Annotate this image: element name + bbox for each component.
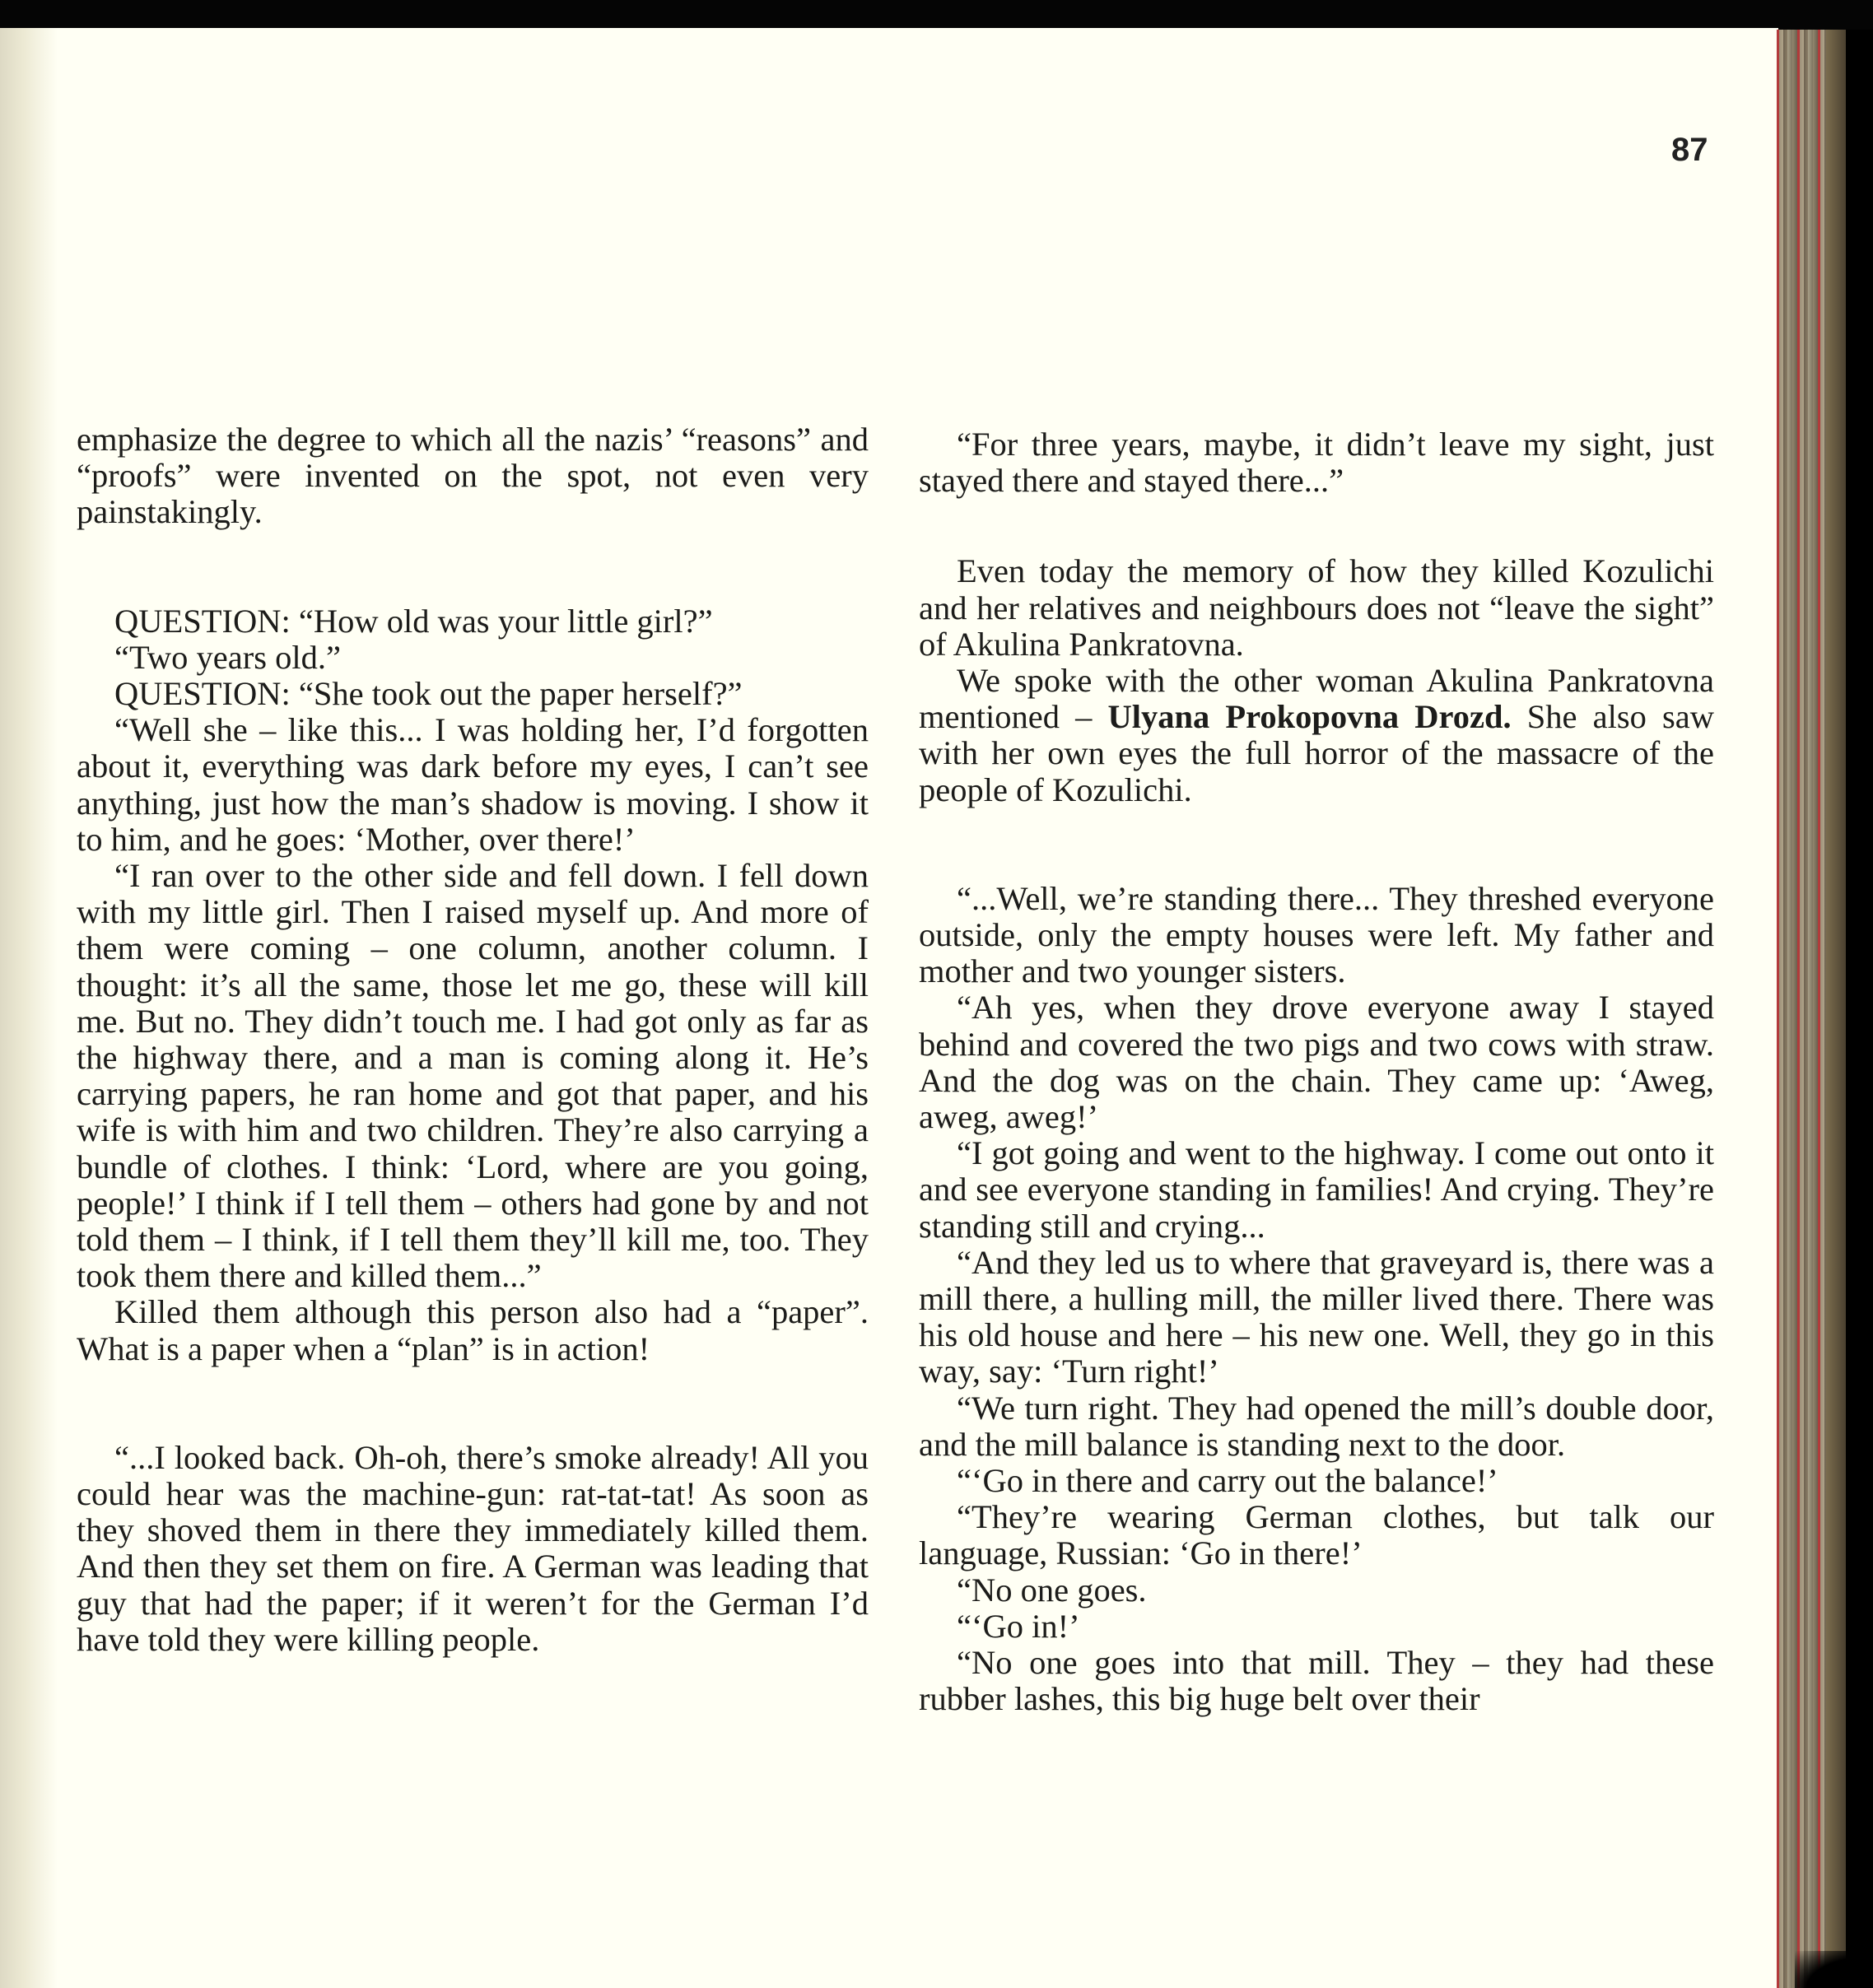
book-page-edges	[1777, 30, 1846, 1988]
question-paragraph: QUESTION: “How old was your little girl?”	[114, 602, 713, 640]
quote-paragraph: “For three years, maybe, it didn’t leave my sight, just stayed there and stayed there...”	[919, 426, 1714, 500]
scan-top-border	[0, 0, 1873, 30]
quote-paragraph: “Well she – like this... I was holding her, I’d forgotten about it, everything was dark before my eyes, I can’t see anything, just how the man’s shadow is moving. I show it to him, and he goes: ‘Mother, over there!’	[77, 711, 869, 858]
person-name: Ulyana Prokopovna Drozd.	[1107, 698, 1512, 736]
paragraph-text: We spoke with the other woman Akulina Pankratovna mentioned –	[919, 662, 1714, 736]
page-number: 87	[1671, 132, 1708, 168]
quote-paragraph: “Ah yes, when they drove everyone away I stayed behind and covered the two pigs and two cows with straw. And the dog was on the chain. They came up: ‘Aweg, aweg, aweg!’	[919, 989, 1714, 1136]
quote-paragraph: “I ran over to the other side and fell down. I fell down with my little girl. Then I raised myself up. And more of them were coming – one column, another column. I thought: it’s all the same, those let me go, these will kill me. But no. They didn’t touch me. I had got only as far as the highway there, and a man is coming along it. He’s carrying papers, he ran home and got that paper, and his wife is with him and two children. They’re also carrying a bundle of clothes. I think: ‘Lord, where are you going, people!’ I think if I tell them – others had gone by and not told them – I think, if I tell them they’ll kill me, too. They took them there and killed them...”	[77, 857, 869, 1295]
quote-paragraph: “And they led us to where that graveyard is, there was a mill there, a hulling mill, the miller lived there. There was his old house and here – his new one. Well, they go in this way, say: ‘Turn right!’	[919, 1243, 1714, 1390]
quote-paragraph: “No one goes into that mill. They – they had these rubber lashes, this big huge belt over their	[919, 1644, 1714, 1718]
quote-paragraph: “We turn right. They had opened the mill’s double door, and the mill balance is standing next to the door.	[919, 1389, 1714, 1463]
quote-paragraph: “No one goes.	[957, 1571, 1147, 1609]
right-column	[919, 426, 1714, 1718]
answer-paragraph: “Two years old.”	[114, 638, 341, 676]
quote-paragraph: “I got going and went to the highway. I come out onto it and see everyone standing in families! And crying. They’re standing still and crying...	[919, 1134, 1714, 1245]
gutter-shadow	[0, 28, 58, 1988]
left-column	[77, 421, 869, 1658]
quote-paragraph: “‘Go in there and carry out the balance!’	[957, 1462, 1498, 1500]
quote-paragraph: “‘Go in!’	[957, 1607, 1080, 1645]
quote-paragraph: “...I looked back. Oh-oh, there’s smoke already! All you could hear was the machine-gun: rat-tat-tat! As soon as they shoved them in there they immediately killed them. And then they set them on fire. A German was leading that guy that had the paper; if it weren’t for the German I’d have told they were killing people.	[77, 1438, 869, 1658]
scan-corner-shadow	[1795, 1951, 1873, 1988]
quote-paragraph: “They’re wearing German clothes, but talk our language, Russian: ‘Go in there!’	[919, 1498, 1714, 1572]
paragraph	[919, 663, 1714, 808]
paragraph: emphasize the degree to which all the nazis’ “reasons” and “proofs” were invented on the spot, not even very painstakingly.	[77, 421, 869, 531]
paragraph: Even today the memory of how they killed Kozulichi and her relatives and neighbours does not “leave the sight” of Akulina Pankratovna.	[919, 552, 1714, 663]
paragraph-text: She also saw with her own eyes the full horror of the massacre of the people of Kozulichi.	[919, 698, 1714, 808]
quote-paragraph: “...Well, we’re standing there... They threshed everyone outside, only the empty houses were left. My father and mother and two younger sisters.	[919, 879, 1714, 990]
paragraph: Killed them although this person also had a “paper”. What is a paper when a “plan” is in action!	[77, 1293, 869, 1367]
question-paragraph: QUESTION: “She took out the paper herself?”	[114, 675, 743, 713]
